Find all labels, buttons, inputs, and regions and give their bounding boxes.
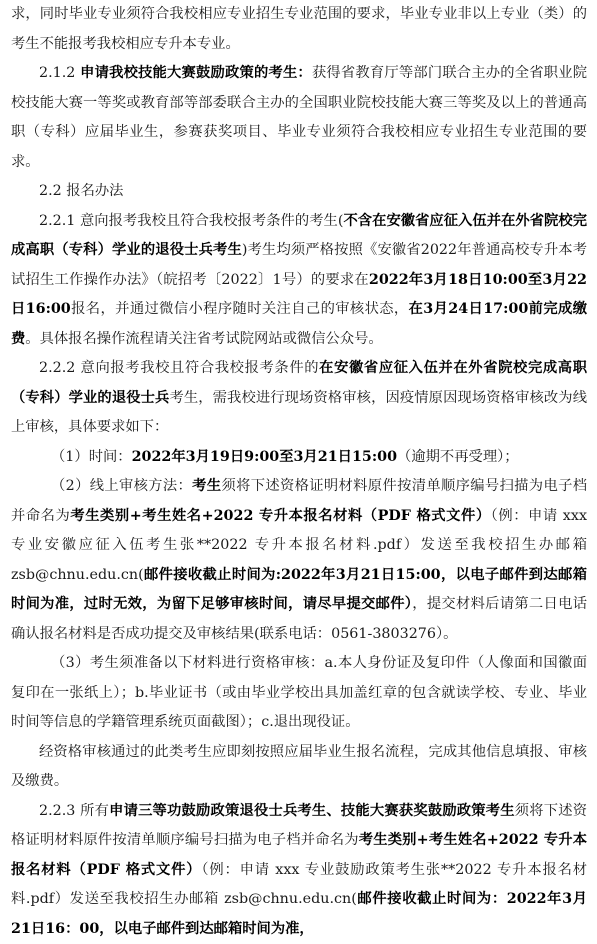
bold-span: 2022年3月19日9:00至3月21日15:00 <box>132 449 397 465</box>
text-span: （2）线上审核方法： <box>51 478 192 494</box>
paragraph-2-2-2 <box>11 354 587 443</box>
bold-span: 考生 <box>192 478 221 494</box>
item-1-time <box>11 443 587 473</box>
text-span: 须将下述资格证明材料原件按清单顺序编号扫描为电子档并命名为 <box>11 478 587 524</box>
paragraph-after-review <box>11 738 587 797</box>
text-span: （3）考生须准备以下材料进行资格审核：a.本人身份证及复印件（人像面和国徽面复印在一张纸上）；b.毕业证书（或由毕业学校出具加盖红章的包含就读学校、专业、毕业时间等信息的学籍管理系统页面截图）；c.退出现役证。 <box>11 655 587 730</box>
text-span: ，提交材料后请第二日电话确认报名材料是否成功提交及审核结果(联系电话：0561-3803276）。 <box>11 596 587 642</box>
item-3-materials <box>11 649 587 738</box>
bold-span: 考生类别+考生姓名+2022 专升本报名材料（PDF 格式文件） <box>11 832 587 878</box>
heading-2-2-registration-method <box>11 177 587 207</box>
text-span: （例：申请 xxx 专业鼓励政策考生张**2022 专升本报名材料.pdf）发送至我校招生办邮箱 zsb@chnu.edu.cn( <box>11 862 587 908</box>
bold-span: 申请三等功鼓励政策退役士兵考生、技能大赛获奖鼓励政策考生 <box>109 803 515 819</box>
bold-span: 邮件接收截止时间为:2022年3月21日15:00，以电子邮件到达邮箱时间为准，过时无效，为留下足够审核时间，请尽早提交邮件） <box>11 567 587 613</box>
paragraph-2-2-3 <box>11 797 587 944</box>
text-span: )考生均须严格按照《安徽省2022年普通高校专升本考试招生工作操作办法》（皖招考〔2022〕1号）的要求在 <box>11 242 587 288</box>
paragraph-2-2-1 <box>11 207 587 355</box>
bold-span: 在3月24日17:00前完成缴费 <box>11 301 587 347</box>
text-span: （1）时间： <box>51 449 132 465</box>
bold-span: 在安徽省应征入伍并在外省院校完成高职（专科）学业的退役士兵 <box>11 360 587 406</box>
text-span: 2.1.2 <box>39 65 80 81</box>
text-span: 获得省教育厅等部门联合主办的全省职业院校技能大赛一等奖或教育部等部委联合主办的全国职业院校技能大赛三等奖及以上的普通高职（专科）应届毕业生，参赛获奖项目、毕业专业须符合我校相应专业招生专业范围的要求。 <box>11 65 587 170</box>
paragraph-2-1-2-skills-contest <box>11 59 587 177</box>
text-span: 2.2.3 所有 <box>39 803 109 819</box>
text-span: 。具体报名操作流程请关注省考试院网站或微信公众号。 <box>25 331 382 347</box>
bold-span: 邮件接收截止时间为：2022年3月21日16：00，以电子邮件到达邮箱时间为准， <box>11 891 587 937</box>
text-span: 求，同时毕业专业须符合我校相应专业招生专业范围的要求，毕业专业非以上专业（类）的考生不能报考我校相应专升本专业。 <box>11 6 587 52</box>
text-span: 经资格审核通过的此类考生应即刻按照应届毕业生报名流程，完成其他信息填报、审核及缴费。 <box>11 744 587 790</box>
text-span: （逾期不再受理）； <box>397 449 519 465</box>
item-2-online-review <box>11 472 587 649</box>
text-span: 报名，并通过微信小程序随时关注自己的审核状态， <box>71 301 409 317</box>
bold-span: 不含在安徽省应征入伍并在外省院校完成高职（专科）学业的退役士兵考生 <box>11 213 587 259</box>
text-span: 须将下述资格证明材料原件按清单顺序编号扫描为电子档并命名为 <box>11 803 587 849</box>
text-span: 考生，需我校进行现场资格审核，因疫情原因现场资格审核改为线上审核，具体要求如下： <box>11 390 587 436</box>
text-span: 2.2 报名办法 <box>39 183 123 199</box>
text-span: （例：申请 xxx 专业安徽应征入伍考生张**2022 专升本报名材料.pdf）发送至我校招生办邮箱 zsb@chnu.edu.cn( <box>11 508 587 583</box>
paragraph-major-requirement <box>11 0 587 59</box>
bold-span: 申请我校技能大赛鼓励政策的考生： <box>80 65 312 81</box>
bold-span: 2022年3月18日10:00至3月22日16:00 <box>11 272 587 318</box>
bold-span: 考生类别+考生姓名+2022 专升本报名材料（PDF 格式文件） <box>70 508 490 524</box>
text-span: 2.2.2 意向报考我校且符合我校报考条件的 <box>39 360 319 376</box>
text-span: 2.2.1 意向报考我校且符合我校报考条件的考生( <box>39 213 343 229</box>
